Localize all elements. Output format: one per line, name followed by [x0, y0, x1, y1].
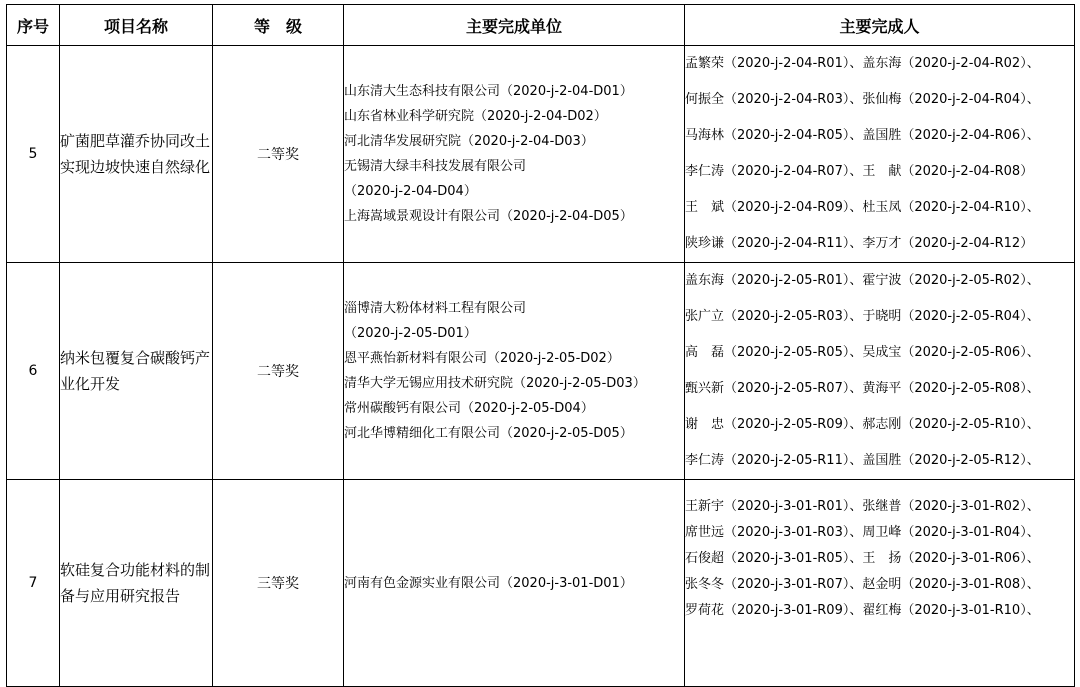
unit-line: 无锡清大绿丰科技发展有限公司 — [344, 159, 527, 174]
unit-line: （2020-j-2-05-D01） — [344, 326, 477, 341]
table-header-row — [7, 5, 1075, 46]
people-line: 何振全（2020-j-2-04-R03）、张仙梅（2020-j-2-04-R04）、 — [685, 92, 1040, 107]
unit-line: 河北清华发展研究院（2020-j-2-04-D03） — [344, 134, 594, 149]
people-line: 席世远（2020-j-3-01-R03）、周卫峰（2020-j-3-01-R04）、 — [685, 525, 1040, 540]
unit-line: 山东省林业科学研究院（2020-j-2-04-D02） — [344, 109, 607, 124]
units-cell — [344, 480, 685, 687]
people-line: 陕珍谦（2020-j-2-04-R11）、李万才（2020-j-2-04-R12） — [685, 236, 1034, 251]
people-cell — [685, 46, 1075, 263]
table-row — [7, 480, 1075, 687]
unit-line: 河北华博精细化工有限公司（2020-j-2-05-D05） — [344, 426, 633, 441]
project-name: 软硅复合功能材料的制备与应用研究报告 — [60, 480, 213, 687]
people-line: 谢 忠（2020-j-2-05-R09）、郝志刚（2020-j-2-05-R10）、 — [685, 417, 1040, 432]
row-number: 7 — [7, 480, 60, 687]
header-no: 序号 — [7, 5, 60, 46]
unit-line: 上海嵩域景观设计有限公司（2020-j-2-04-D05） — [344, 209, 633, 224]
people-line: 张冬冬（2020-j-3-01-R07）、赵金明（2020-j-3-01-R08）、 — [685, 577, 1040, 592]
unit-line: 山东清大生态科技有限公司（2020-j-2-04-D01） — [344, 84, 633, 99]
people-cell — [685, 480, 1075, 687]
table-row — [7, 46, 1075, 263]
people-line: 李仁涛（2020-j-2-04-R07）、王 献（2020-j-2-04-R08） — [685, 164, 1034, 179]
row-number: 6 — [7, 263, 60, 480]
award-level: 二等奖 — [213, 46, 344, 263]
table-row — [7, 263, 1075, 480]
awards-table — [6, 4, 1075, 687]
unit-line: 常州碳酸钙有限公司（2020-j-2-05-D04） — [344, 401, 594, 416]
unit-line: 恩平燕怡新材料有限公司（2020-j-2-05-D02） — [344, 351, 620, 366]
row-number: 5 — [7, 46, 60, 263]
people-line: 孟繁荣（2020-j-2-04-R01）、盖东海（2020-j-2-04-R02）、 — [685, 56, 1040, 71]
header-level: 等 级 — [213, 5, 344, 46]
award-level: 二等奖 — [213, 263, 344, 480]
people-line: 甄兴新（2020-j-2-05-R07）、黄海平（2020-j-2-05-R08）、 — [685, 381, 1040, 396]
project-name: 纳米包覆复合碳酸钙产业化开发 — [60, 263, 213, 480]
header-people: 主要完成人 — [685, 5, 1075, 46]
units-cell — [344, 263, 685, 480]
people-line: 高 磊（2020-j-2-05-R05）、吴成宝（2020-j-2-05-R06）、 — [685, 345, 1040, 360]
award-level: 三等奖 — [213, 480, 344, 687]
units-cell — [344, 46, 685, 263]
people-line: 罗荷花（2020-j-3-01-R09）、翟红梅（2020-j-3-01-R10）、 — [685, 603, 1040, 618]
people-line: 马海林（2020-j-2-04-R05）、盖国胜（2020-j-2-04-R06）、 — [685, 128, 1040, 143]
unit-line: 清华大学无锡应用技术研究院（2020-j-2-05-D03） — [344, 376, 646, 391]
people-line: 王新宇（2020-j-3-01-R01）、张继普（2020-j-3-01-R02）、 — [685, 499, 1040, 514]
unit-line: 淄博清大粉体材料工程有限公司 — [344, 301, 527, 316]
unit-line: 河南有色金源实业有限公司（2020-j-3-01-D01） — [344, 575, 633, 591]
people-line: 张广立（2020-j-2-05-R03）、于晓明（2020-j-2-05-R04）、 — [685, 309, 1040, 324]
unit-line: （2020-j-2-04-D04） — [344, 184, 477, 199]
people-line: 石俊超（2020-j-3-01-R05）、王 扬（2020-j-3-01-R06）、 — [685, 551, 1040, 566]
people-line: 王 斌（2020-j-2-04-R09）、杜玉凤（2020-j-2-04-R10）、 — [685, 200, 1040, 215]
project-name: 矿菌肥草灌乔协同改土实现边坡快速自然绿化 — [60, 46, 213, 263]
people-line: 李仁涛（2020-j-2-05-R11）、盖国胜（2020-j-2-05-R12）、 — [685, 453, 1040, 468]
header-units: 主要完成单位 — [344, 5, 685, 46]
people-cell — [685, 263, 1075, 480]
header-project-name: 项目名称 — [60, 5, 213, 46]
people-line: 盖东海（2020-j-2-05-R01）、霍宁波（2020-j-2-05-R02）、 — [685, 273, 1040, 288]
